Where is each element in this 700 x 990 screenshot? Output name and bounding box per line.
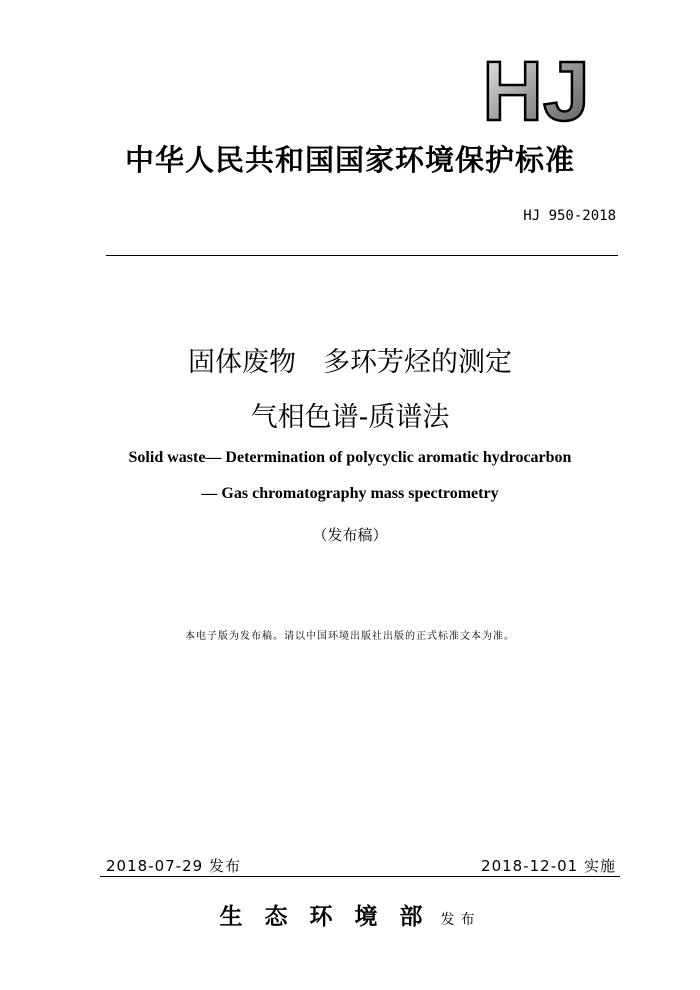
issuer-row bbox=[0, 898, 700, 931]
draft-label: （发布稿） bbox=[312, 526, 388, 544]
agency-title: 中华人民共和国国家环境保护标准 bbox=[124, 143, 575, 177]
edition-notice: 本电子版为发布稿。请以中国环境出版社出版的正式标准文本为准。 bbox=[185, 631, 515, 642]
hj-logo-text: HJ bbox=[482, 54, 590, 124]
top-divider bbox=[106, 255, 618, 256]
title-chinese-line2: 气相色谱-质谱法 bbox=[250, 402, 450, 433]
bottom-divider bbox=[100, 876, 620, 877]
title-english-line1: Solid waste— Determination of polycyclic aromatic hydrocarbon bbox=[128, 449, 572, 466]
standard-number: HJ 950-2018 bbox=[523, 208, 616, 224]
implementation-date: 2018-12-01 实施 bbox=[481, 857, 616, 875]
hj-logo bbox=[466, 54, 606, 124]
issuer-name: 生态环境部 bbox=[219, 903, 445, 930]
issuer-suffix: 发布 bbox=[440, 912, 481, 928]
title-english-line2: — Gas chromatography mass spectrometry bbox=[201, 485, 499, 502]
title-chinese-line1: 固体废物 多环芳烃的测定 bbox=[188, 347, 512, 378]
release-date: 2018-07-29 发布 bbox=[106, 857, 241, 875]
